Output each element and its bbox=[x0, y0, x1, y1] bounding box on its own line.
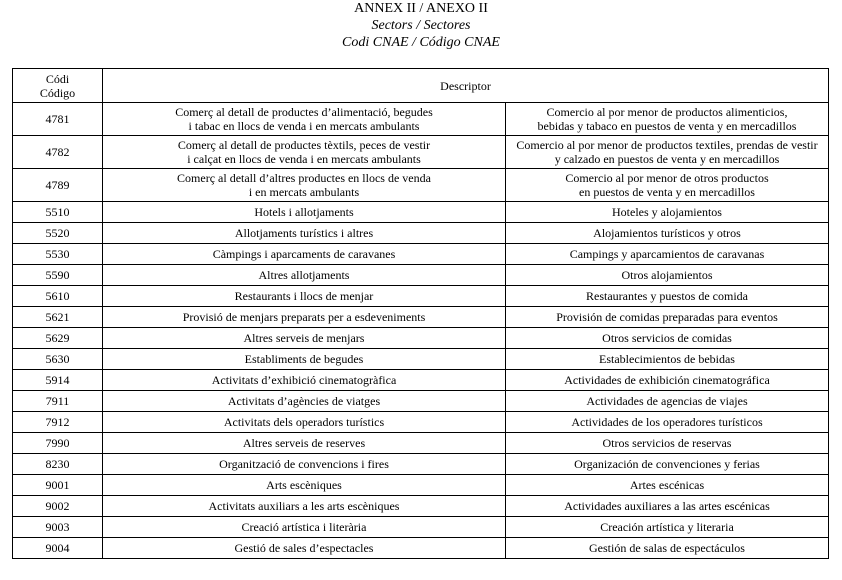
table-row bbox=[13, 136, 829, 169]
table-row bbox=[13, 169, 829, 202]
descriptor-line: Comercio al por menor de otros productos bbox=[565, 171, 769, 185]
descriptor-line: Creación artística y literaria bbox=[600, 520, 734, 534]
catalan-descriptor-cell bbox=[103, 391, 506, 412]
spanish-descriptor-cell bbox=[506, 517, 829, 538]
table-row bbox=[13, 496, 829, 517]
descriptor-line: Actividades de agencias de viajes bbox=[586, 394, 748, 408]
descriptor-line: bebidas y tabaco en puestos de venta y en mercadillos bbox=[537, 119, 797, 133]
cnae-code-cell: 5610 bbox=[13, 286, 103, 307]
descriptor-line: Restaurants i llocs de menjar bbox=[234, 289, 374, 303]
descriptor-line: Càmpings i aparcaments de caravanes bbox=[212, 247, 396, 261]
cnae-code-cell: 5621 bbox=[13, 307, 103, 328]
catalan-descriptor-cell bbox=[103, 370, 506, 391]
descriptor-line: Actividades de exhibición cinematográfica bbox=[564, 373, 770, 387]
catalan-descriptor-cell bbox=[103, 517, 506, 538]
table-row bbox=[13, 412, 829, 433]
code-header-es: Código bbox=[39, 85, 76, 100]
code-header-ca: Códi bbox=[45, 71, 70, 86]
descriptor-line: Hotels i allotjaments bbox=[254, 205, 354, 219]
descriptor-line: Provisión de comidas preparadas para eventos bbox=[556, 310, 778, 324]
descriptor-line: Actividades de los operadores turísticos bbox=[571, 415, 763, 429]
cnae-code-cell: 5914 bbox=[13, 370, 103, 391]
descriptor-line: Comerç al detall d’altres productes en llocs de venda bbox=[177, 171, 431, 185]
cnae-sectors-table bbox=[12, 68, 829, 559]
descriptor-line: Activitats d’exhibició cinematogràfica bbox=[211, 373, 397, 387]
spanish-descriptor-cell bbox=[506, 496, 829, 517]
table-row bbox=[13, 454, 829, 475]
cnae-code-cell: 5629 bbox=[13, 328, 103, 349]
cnae-code-cell: 4789 bbox=[13, 169, 103, 202]
cnae-code-cell: 7990 bbox=[13, 433, 103, 454]
code-column-header bbox=[13, 69, 103, 103]
spanish-descriptor-cell bbox=[506, 286, 829, 307]
catalan-descriptor-cell bbox=[103, 496, 506, 517]
spanish-descriptor-cell bbox=[506, 103, 829, 136]
descriptor-line: Arts escèniques bbox=[266, 478, 342, 492]
cnae-code-subtitle: Codi CNAE / Código CNAE bbox=[342, 35, 500, 50]
descriptor-line: Otros servicios de comidas bbox=[602, 331, 732, 345]
spanish-descriptor-cell bbox=[506, 475, 829, 496]
descriptor-line: Campings y aparcamientos de caravanas bbox=[569, 247, 765, 261]
catalan-descriptor-cell bbox=[103, 349, 506, 370]
descriptor-line: Activitats auxiliars a les arts escèniques bbox=[208, 499, 400, 513]
table-row bbox=[13, 349, 829, 370]
spanish-descriptor-cell bbox=[506, 391, 829, 412]
spanish-descriptor-cell bbox=[506, 370, 829, 391]
descriptor-column-header: Descriptor bbox=[103, 69, 829, 103]
descriptor-line: Altres serveis de menjars bbox=[243, 331, 365, 345]
table-header-row bbox=[13, 69, 829, 103]
spanish-descriptor-cell bbox=[506, 307, 829, 328]
spanish-descriptor-cell bbox=[506, 349, 829, 370]
table-row bbox=[13, 370, 829, 391]
descriptor-line: Comerç al detall de productes tèxtils, peces de vestir bbox=[177, 138, 431, 152]
descriptor-line: Organización de convenciones y ferias bbox=[574, 457, 760, 471]
descriptor-line: Creació artística i literària bbox=[241, 520, 367, 534]
spanish-descriptor-cell bbox=[506, 328, 829, 349]
sectors-subtitle: Sectors / Sectores bbox=[371, 18, 471, 33]
descriptor-line: Alojamientos turísticos y otros bbox=[593, 226, 741, 240]
cnae-code-cell: 5630 bbox=[13, 349, 103, 370]
spanish-descriptor-cell bbox=[506, 169, 829, 202]
spanish-descriptor-cell bbox=[506, 202, 829, 223]
cnae-code-cell: 5590 bbox=[13, 265, 103, 286]
catalan-descriptor-cell bbox=[103, 412, 506, 433]
descriptor-line: en puestos de venta y en mercadillos bbox=[579, 185, 755, 199]
cnae-code-cell: 4781 bbox=[13, 103, 103, 136]
table-row bbox=[13, 538, 829, 559]
catalan-descriptor-cell bbox=[103, 103, 506, 136]
descriptor-line: Comerç al detall de productes d’alimentació, begudes bbox=[175, 105, 433, 119]
descriptor-line: Comercio al por menor de productos alimenticios, bbox=[546, 105, 788, 119]
descriptor-line: Establiments de begudes bbox=[244, 352, 364, 366]
descriptor-line: Organització de convencions i fires bbox=[219, 457, 389, 471]
descriptor-line: Gestión de salas de espectáculos bbox=[589, 541, 745, 555]
spanish-descriptor-cell bbox=[506, 454, 829, 475]
annex-title: ANNEX II / ANEXO II bbox=[354, 1, 488, 16]
catalan-descriptor-cell bbox=[103, 244, 506, 265]
descriptor-line: i en mercats ambulants bbox=[248, 185, 360, 199]
catalan-descriptor-cell bbox=[103, 307, 506, 328]
catalan-descriptor-cell bbox=[103, 433, 506, 454]
spanish-descriptor-cell bbox=[506, 538, 829, 559]
descriptor-line: Activitats dels operadors turístics bbox=[223, 415, 385, 429]
descriptor-line: Restaurantes y puestos de comida bbox=[586, 289, 748, 303]
cnae-code-cell: 9003 bbox=[13, 517, 103, 538]
table-row bbox=[13, 391, 829, 412]
table-row bbox=[13, 328, 829, 349]
descriptor-line: Altres allotjaments bbox=[258, 268, 350, 282]
table-body bbox=[13, 103, 829, 559]
descriptor-line: Allotjaments turístics i altres bbox=[234, 226, 374, 240]
table-row bbox=[13, 265, 829, 286]
descriptor-line: Comercio al por menor de productos textiles, prendas de vestir bbox=[516, 138, 818, 152]
table-row bbox=[13, 103, 829, 136]
descriptor-line: Otros alojamientos bbox=[621, 268, 713, 282]
cnae-code-cell: 4782 bbox=[13, 136, 103, 169]
catalan-descriptor-cell bbox=[103, 286, 506, 307]
cnae-code-cell: 5510 bbox=[13, 202, 103, 223]
catalan-descriptor-cell bbox=[103, 475, 506, 496]
cnae-code-cell: 5530 bbox=[13, 244, 103, 265]
spanish-descriptor-cell bbox=[506, 412, 829, 433]
cnae-code-cell: 9004 bbox=[13, 538, 103, 559]
descriptor-line: y calzado en puestos de venta y en mercadillos bbox=[554, 152, 780, 166]
catalan-descriptor-cell bbox=[103, 223, 506, 244]
descriptor-line: i tabac en llocs de venda i en mercats ambulants bbox=[188, 119, 420, 133]
table-row bbox=[13, 223, 829, 244]
catalan-descriptor-cell bbox=[103, 202, 506, 223]
descriptor-line: Gestió de sales d’espectacles bbox=[234, 541, 374, 555]
cnae-code-cell: 5520 bbox=[13, 223, 103, 244]
catalan-descriptor-cell bbox=[103, 136, 506, 169]
catalan-descriptor-cell bbox=[103, 169, 506, 202]
table-row bbox=[13, 244, 829, 265]
catalan-descriptor-cell bbox=[103, 454, 506, 475]
cnae-code-cell: 7911 bbox=[13, 391, 103, 412]
spanish-descriptor-cell bbox=[506, 265, 829, 286]
descriptor-line: Activitats d’agències de viatges bbox=[227, 394, 381, 408]
descriptor-line: Hoteles y alojamientos bbox=[612, 205, 722, 219]
table-row bbox=[13, 286, 829, 307]
descriptor-line: i calçat en llocs de venda i en mercats ambulants bbox=[187, 152, 421, 166]
table-row bbox=[13, 475, 829, 496]
descriptor-line: Otros servicios de reservas bbox=[602, 436, 732, 450]
catalan-descriptor-cell bbox=[103, 328, 506, 349]
cnae-code-cell: 8230 bbox=[13, 454, 103, 475]
document-header bbox=[0, 0, 842, 51]
descriptor-line: Establecimientos de bebidas bbox=[599, 352, 735, 366]
spanish-descriptor-cell bbox=[506, 433, 829, 454]
cnae-code-cell: 7912 bbox=[13, 412, 103, 433]
descriptor-line: Artes escénicas bbox=[629, 478, 705, 492]
descriptor-line: Altres serveis de reserves bbox=[242, 436, 366, 450]
spanish-descriptor-cell bbox=[506, 223, 829, 244]
table-row bbox=[13, 433, 829, 454]
table-row bbox=[13, 517, 829, 538]
cnae-code-cell: 9001 bbox=[13, 475, 103, 496]
catalan-descriptor-cell bbox=[103, 538, 506, 559]
cnae-code-cell: 9002 bbox=[13, 496, 103, 517]
spanish-descriptor-cell bbox=[506, 136, 829, 169]
table-row bbox=[13, 307, 829, 328]
table-row bbox=[13, 202, 829, 223]
descriptor-line: Actividades auxiliares a las artes escénicas bbox=[564, 499, 770, 513]
spanish-descriptor-cell bbox=[506, 244, 829, 265]
descriptor-line: Provisió de menjars preparats per a esdeveniments bbox=[182, 310, 426, 324]
catalan-descriptor-cell bbox=[103, 265, 506, 286]
